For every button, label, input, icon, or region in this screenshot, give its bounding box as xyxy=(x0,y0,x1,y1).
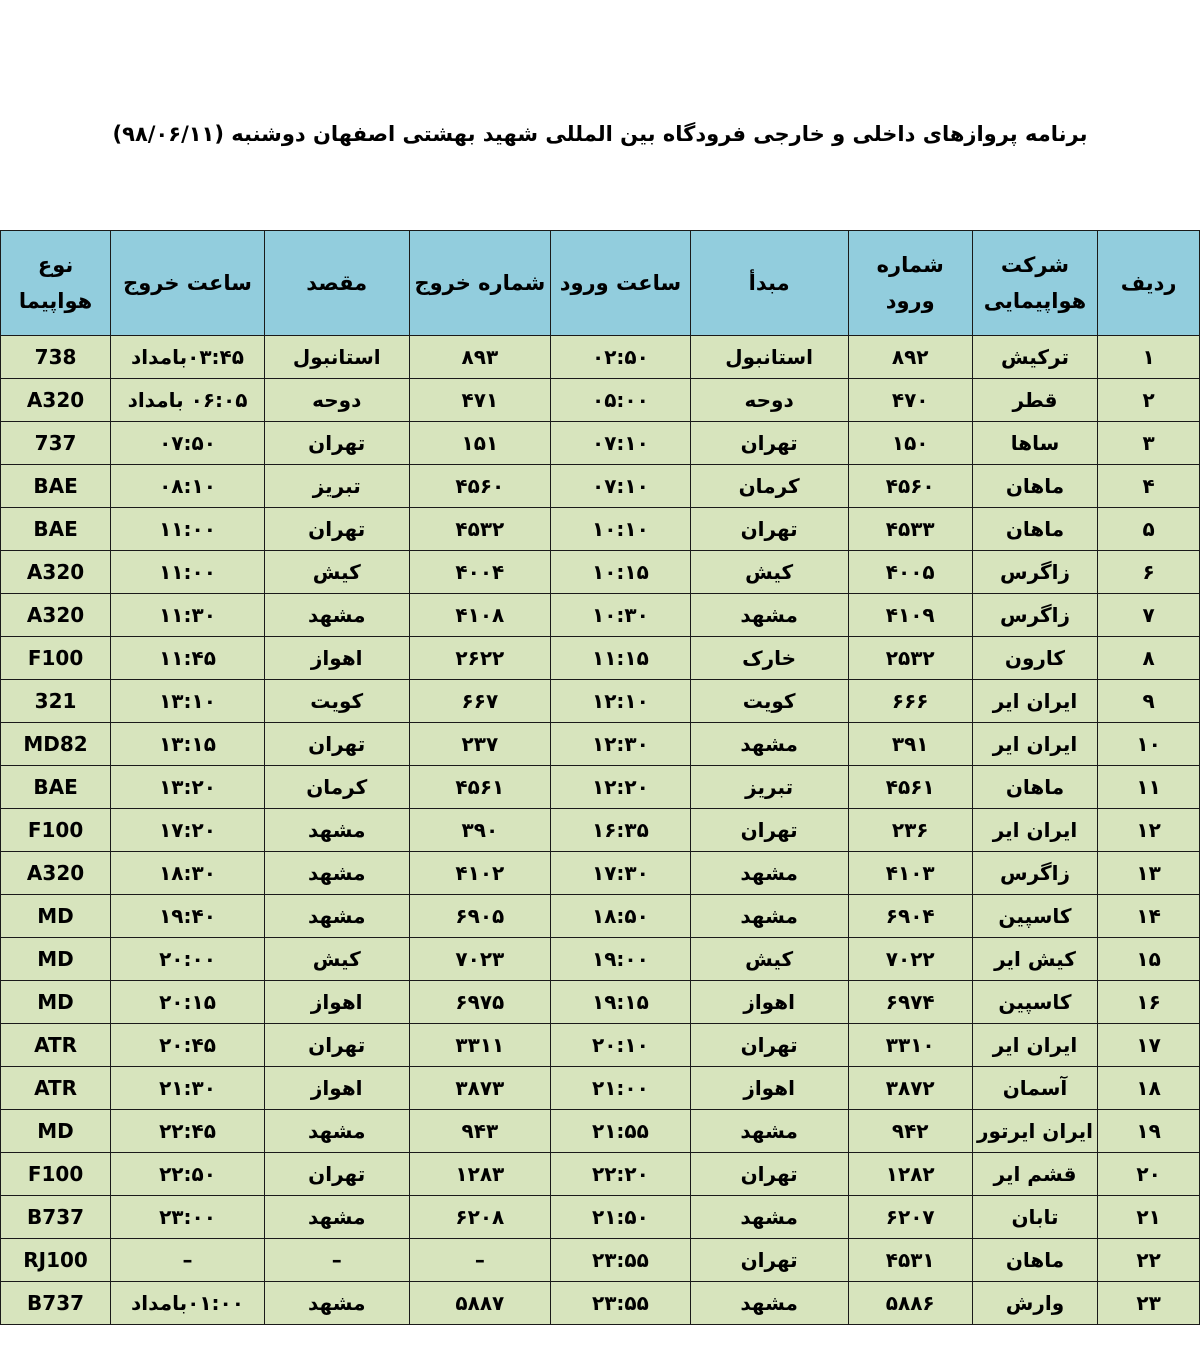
cell-row-number: ۶ xyxy=(1098,551,1200,594)
cell-airline: کیش ایر xyxy=(972,938,1097,981)
cell-row-number: ۱۴ xyxy=(1098,895,1200,938)
cell-arrival-number: ۶۹۰۴ xyxy=(848,895,972,938)
cell-arrival-time: ۲۰:۱۰ xyxy=(551,1024,691,1067)
cell-arrival-time: ۱۹:۰۰ xyxy=(551,938,691,981)
cell-origin: مشهد xyxy=(690,594,848,637)
cell-departure-time: ۱۱:۴۵ xyxy=(111,637,265,680)
flight-schedule-table xyxy=(0,230,1200,1325)
table-row xyxy=(1,336,1200,379)
cell-destination: اهواز xyxy=(264,1067,409,1110)
cell-departure-number: – xyxy=(409,1239,551,1282)
cell-departure-number: ۳۹۰ xyxy=(409,809,551,852)
cell-origin: کویت xyxy=(690,680,848,723)
cell-row-number: ۵ xyxy=(1098,508,1200,551)
cell-airline: قشم ایر xyxy=(972,1153,1097,1196)
table-row xyxy=(1,379,1200,422)
cell-arrival-time: ۱۹:۱۵ xyxy=(551,981,691,1024)
table-row xyxy=(1,938,1200,981)
cell-row-number: ۲۳ xyxy=(1098,1282,1200,1325)
cell-arrival-time: ۱۰:۱۰ xyxy=(551,508,691,551)
cell-arrival-time: ۲۱:۰۰ xyxy=(551,1067,691,1110)
cell-arrival-number: ۲۵۳۲ xyxy=(848,637,972,680)
table-row xyxy=(1,1024,1200,1067)
cell-airline: ماهان xyxy=(972,766,1097,809)
cell-departure-number: ۱۲۸۳ xyxy=(409,1153,551,1196)
cell-row-number: ۸ xyxy=(1098,637,1200,680)
cell-origin: مشهد xyxy=(690,723,848,766)
cell-arrival-number: ۸۹۲ xyxy=(848,336,972,379)
cell-airline: کارون xyxy=(972,637,1097,680)
cell-departure-time: ۱۷:۲۰ xyxy=(111,809,265,852)
cell-arrival-time: ۱۲:۳۰ xyxy=(551,723,691,766)
cell-arrival-number: ۷۰۲۲ xyxy=(848,938,972,981)
table-body xyxy=(1,336,1200,1325)
table-row xyxy=(1,723,1200,766)
cell-row-number: ۱۷ xyxy=(1098,1024,1200,1067)
table-row xyxy=(1,895,1200,938)
cell-airline: ساها xyxy=(972,422,1097,465)
cell-arrival-time: ۰۲:۵۰ xyxy=(551,336,691,379)
cell-arrival-time: ۱۰:۳۰ xyxy=(551,594,691,637)
table-row xyxy=(1,680,1200,723)
cell-row-number: ۹ xyxy=(1098,680,1200,723)
page-title: برنامه پروازهای داخلی و خارجی فرودگاه بین المللی شهید بهشتی اصفهان دوشنبه (۹۸/۰۶/۱۱) xyxy=(112,122,1088,146)
table-row xyxy=(1,809,1200,852)
cell-departure-number: ۴۱۰۸ xyxy=(409,594,551,637)
cell-departure-time: – xyxy=(111,1239,265,1282)
cell-arrival-time: ۰۵:۰۰ xyxy=(551,379,691,422)
cell-destination: تهران xyxy=(264,1024,409,1067)
cell-destination: استانبول xyxy=(264,336,409,379)
cell-origin: تهران xyxy=(690,809,848,852)
cell-airline: ماهان xyxy=(972,465,1097,508)
table-row xyxy=(1,594,1200,637)
cell-row-number: ۲۲ xyxy=(1098,1239,1200,1282)
cell-arrival-number: ۶۲۰۷ xyxy=(848,1196,972,1239)
cell-aircraft-type: 738 xyxy=(1,336,111,379)
cell-row-number: ۲۱ xyxy=(1098,1196,1200,1239)
cell-row-number: ۱۱ xyxy=(1098,766,1200,809)
cell-origin: مشهد xyxy=(690,895,848,938)
cell-arrival-time: ۱۲:۱۰ xyxy=(551,680,691,723)
cell-row-number: ۱۳ xyxy=(1098,852,1200,895)
cell-aircraft-type: A320 xyxy=(1,551,111,594)
cell-airline: ایران ایر xyxy=(972,1024,1097,1067)
cell-airline: ایران ایر xyxy=(972,680,1097,723)
table-row xyxy=(1,637,1200,680)
cell-arrival-number: ۱۲۸۲ xyxy=(848,1153,972,1196)
cell-aircraft-type: ATR xyxy=(1,1067,111,1110)
cell-aircraft-type: F100 xyxy=(1,809,111,852)
cell-destination: دوحه xyxy=(264,379,409,422)
cell-airline: زاگرس xyxy=(972,594,1097,637)
cell-aircraft-type: A320 xyxy=(1,594,111,637)
cell-airline: آسمان xyxy=(972,1067,1097,1110)
cell-departure-number: ۶۹۷۵ xyxy=(409,981,551,1024)
cell-row-number: ۱۸ xyxy=(1098,1067,1200,1110)
cell-aircraft-type: BAE xyxy=(1,766,111,809)
header-arrival-number: شماره ورود xyxy=(848,231,972,336)
cell-aircraft-type: B737 xyxy=(1,1196,111,1239)
cell-departure-time: ۰۶:۰۵ بامداد xyxy=(111,379,265,422)
cell-airline: تابان xyxy=(972,1196,1097,1239)
cell-departure-number: ۴۵۶۱ xyxy=(409,766,551,809)
cell-departure-number: ۲۳۷ xyxy=(409,723,551,766)
cell-arrival-number: ۴۰۰۵ xyxy=(848,551,972,594)
cell-airline: ایران ایر xyxy=(972,723,1097,766)
table-row xyxy=(1,1067,1200,1110)
cell-arrival-number: ۲۳۶ xyxy=(848,809,972,852)
cell-origin: کرمان xyxy=(690,465,848,508)
cell-origin: دوحه xyxy=(690,379,848,422)
cell-origin: اهواز xyxy=(690,981,848,1024)
cell-destination: کیش xyxy=(264,551,409,594)
cell-arrival-time: ۲۱:۵۵ xyxy=(551,1110,691,1153)
cell-departure-time: ۰۸:۱۰ xyxy=(111,465,265,508)
cell-departure-time: ۰۳:۴۵بامداد xyxy=(111,336,265,379)
cell-departure-number: ۳۸۷۳ xyxy=(409,1067,551,1110)
cell-destination: مشهد xyxy=(264,594,409,637)
cell-origin: تهران xyxy=(690,422,848,465)
cell-departure-time: ۲۲:۴۵ xyxy=(111,1110,265,1153)
cell-airline: ایران ایر xyxy=(972,809,1097,852)
cell-departure-number: ۹۴۳ xyxy=(409,1110,551,1153)
table-row xyxy=(1,1282,1200,1325)
cell-origin: کیش xyxy=(690,551,848,594)
cell-departure-number: ۶۲۰۸ xyxy=(409,1196,551,1239)
cell-origin: مشهد xyxy=(690,1282,848,1325)
cell-origin: تهران xyxy=(690,508,848,551)
header-origin: مبدأ xyxy=(690,231,848,336)
cell-destination: مشهد xyxy=(264,809,409,852)
header-destination: مقصد xyxy=(264,231,409,336)
cell-row-number: ۳ xyxy=(1098,422,1200,465)
cell-arrival-number: ۴۷۰ xyxy=(848,379,972,422)
cell-airline: قطر xyxy=(972,379,1097,422)
cell-arrival-time: ۱۱:۱۵ xyxy=(551,637,691,680)
cell-aircraft-type: F100 xyxy=(1,1153,111,1196)
cell-departure-number: ۶۹۰۵ xyxy=(409,895,551,938)
cell-airline: زاگرس xyxy=(972,852,1097,895)
table-row xyxy=(1,508,1200,551)
cell-arrival-number: ۶۹۷۴ xyxy=(848,981,972,1024)
cell-arrival-time: ۲۳:۵۵ xyxy=(551,1282,691,1325)
cell-departure-time: ۱۱:۳۰ xyxy=(111,594,265,637)
cell-arrival-time: ۲۳:۵۵ xyxy=(551,1239,691,1282)
cell-arrival-number: ۳۹۱ xyxy=(848,723,972,766)
cell-arrival-number: ۹۴۲ xyxy=(848,1110,972,1153)
cell-origin: تهران xyxy=(690,1239,848,1282)
table-row xyxy=(1,1110,1200,1153)
cell-airline: زاگرس xyxy=(972,551,1097,594)
cell-row-number: ۱۵ xyxy=(1098,938,1200,981)
cell-arrival-time: ۲۲:۲۰ xyxy=(551,1153,691,1196)
table-row xyxy=(1,1153,1200,1196)
cell-destination: مشهد xyxy=(264,1196,409,1239)
cell-destination: تهران xyxy=(264,1153,409,1196)
cell-airline: ماهان xyxy=(972,1239,1097,1282)
cell-departure-number: ۳۳۱۱ xyxy=(409,1024,551,1067)
header-departure-time: ساعت خروج xyxy=(111,231,265,336)
cell-origin: کیش xyxy=(690,938,848,981)
cell-destination: کویت xyxy=(264,680,409,723)
cell-destination: اهواز xyxy=(264,637,409,680)
cell-row-number: ۱۹ xyxy=(1098,1110,1200,1153)
table-row xyxy=(1,766,1200,809)
table-header-row xyxy=(1,231,1200,336)
cell-arrival-time: ۱۷:۳۰ xyxy=(551,852,691,895)
cell-row-number: ۱ xyxy=(1098,336,1200,379)
cell-departure-time: ۲۰:۰۰ xyxy=(111,938,265,981)
cell-arrival-number: ۴۱۰۹ xyxy=(848,594,972,637)
cell-destination: تهران xyxy=(264,422,409,465)
cell-departure-time: ۱۹:۴۰ xyxy=(111,895,265,938)
cell-departure-time: ۱۸:۳۰ xyxy=(111,852,265,895)
cell-origin: مشهد xyxy=(690,1110,848,1153)
cell-destination: مشهد xyxy=(264,895,409,938)
cell-arrival-number: ۴۵۳۱ xyxy=(848,1239,972,1282)
cell-arrival-number: ۴۵۳۳ xyxy=(848,508,972,551)
table-row xyxy=(1,1239,1200,1282)
table-row xyxy=(1,422,1200,465)
cell-origin: مشهد xyxy=(690,852,848,895)
cell-origin: تهران xyxy=(690,1153,848,1196)
cell-aircraft-type: MD xyxy=(1,1110,111,1153)
cell-row-number: ۲ xyxy=(1098,379,1200,422)
cell-destination: تبریز xyxy=(264,465,409,508)
cell-airline: ایران ایرتور xyxy=(972,1110,1097,1153)
cell-row-number: ۱۶ xyxy=(1098,981,1200,1024)
cell-row-number: ۷ xyxy=(1098,594,1200,637)
cell-arrival-number: ۳۸۷۲ xyxy=(848,1067,972,1110)
cell-departure-time: ۱۳:۱۵ xyxy=(111,723,265,766)
header-arrival-time: ساعت ورود xyxy=(551,231,691,336)
cell-departure-number: ۲۶۲۲ xyxy=(409,637,551,680)
cell-row-number: ۱۲ xyxy=(1098,809,1200,852)
cell-aircraft-type: 321 xyxy=(1,680,111,723)
header-aircraft-type: نوع هواپیما xyxy=(1,231,111,336)
cell-departure-time: ۲۱:۳۰ xyxy=(111,1067,265,1110)
cell-departure-number: ۸۹۳ xyxy=(409,336,551,379)
header-departure-number: شماره خروج xyxy=(409,231,551,336)
cell-aircraft-type: ATR xyxy=(1,1024,111,1067)
cell-aircraft-type: A320 xyxy=(1,852,111,895)
cell-origin: مشهد xyxy=(690,1196,848,1239)
cell-airline: ترکیش xyxy=(972,336,1097,379)
cell-airline: وارش xyxy=(972,1282,1097,1325)
cell-departure-number: ۴۵۳۲ xyxy=(409,508,551,551)
cell-origin: اهواز xyxy=(690,1067,848,1110)
cell-airline: کاسپین xyxy=(972,895,1097,938)
cell-arrival-number: ۴۵۶۱ xyxy=(848,766,972,809)
table-row xyxy=(1,981,1200,1024)
cell-airline: ماهان xyxy=(972,508,1097,551)
cell-departure-time: ۲۰:۱۵ xyxy=(111,981,265,1024)
cell-origin: تهران xyxy=(690,1024,848,1067)
cell-departure-number: ۱۵۱ xyxy=(409,422,551,465)
cell-aircraft-type: B737 xyxy=(1,1282,111,1325)
cell-destination: کیش xyxy=(264,938,409,981)
cell-arrival-number: ۶۶۶ xyxy=(848,680,972,723)
cell-departure-time: ۰۷:۵۰ xyxy=(111,422,265,465)
cell-arrival-time: ۰۷:۱۰ xyxy=(551,422,691,465)
cell-aircraft-type: 737 xyxy=(1,422,111,465)
cell-departure-time: ۲۰:۴۵ xyxy=(111,1024,265,1067)
cell-arrival-time: ۱۶:۳۵ xyxy=(551,809,691,852)
cell-departure-time: ۱۳:۱۰ xyxy=(111,680,265,723)
cell-destination: تهران xyxy=(264,723,409,766)
cell-departure-number: ۵۸۸۷ xyxy=(409,1282,551,1325)
cell-arrival-number: ۳۳۱۰ xyxy=(848,1024,972,1067)
cell-departure-number: ۴۱۰۲ xyxy=(409,852,551,895)
cell-arrival-number: ۴۱۰۳ xyxy=(848,852,972,895)
cell-origin: استانبول xyxy=(690,336,848,379)
cell-destination: مشهد xyxy=(264,1282,409,1325)
cell-departure-number: ۴۵۶۰ xyxy=(409,465,551,508)
header-airline: شرکت هواپیمایی xyxy=(972,231,1097,336)
cell-departure-number: ۴۷۱ xyxy=(409,379,551,422)
cell-arrival-time: ۲۱:۵۰ xyxy=(551,1196,691,1239)
cell-departure-number: ۴۰۰۴ xyxy=(409,551,551,594)
table-row xyxy=(1,465,1200,508)
cell-arrival-time: ۰۷:۱۰ xyxy=(551,465,691,508)
cell-aircraft-type: MD82 xyxy=(1,723,111,766)
cell-destination: مشهد xyxy=(264,1110,409,1153)
cell-aircraft-type: BAE xyxy=(1,465,111,508)
cell-row-number: ۲۰ xyxy=(1098,1153,1200,1196)
cell-departure-time: ۱۱:۰۰ xyxy=(111,508,265,551)
cell-arrival-time: ۱۸:۵۰ xyxy=(551,895,691,938)
cell-arrival-time: ۱۰:۱۵ xyxy=(551,551,691,594)
cell-aircraft-type: MD xyxy=(1,981,111,1024)
cell-origin: خارک xyxy=(690,637,848,680)
cell-arrival-number: ۵۸۸۶ xyxy=(848,1282,972,1325)
cell-aircraft-type: MD xyxy=(1,938,111,981)
cell-airline: کاسپین xyxy=(972,981,1097,1024)
table-row xyxy=(1,1196,1200,1239)
table-row xyxy=(1,852,1200,895)
cell-aircraft-type: MD xyxy=(1,895,111,938)
cell-departure-time: ۱۱:۰۰ xyxy=(111,551,265,594)
cell-destination: مشهد xyxy=(264,852,409,895)
cell-aircraft-type: F100 xyxy=(1,637,111,680)
cell-aircraft-type: A320 xyxy=(1,379,111,422)
cell-departure-number: ۶۶۷ xyxy=(409,680,551,723)
cell-departure-number: ۷۰۲۳ xyxy=(409,938,551,981)
cell-arrival-number: ۱۵۰ xyxy=(848,422,972,465)
header-row-number: ردیف xyxy=(1098,231,1200,336)
cell-destination: کرمان xyxy=(264,766,409,809)
cell-departure-time: ۲۳:۰۰ xyxy=(111,1196,265,1239)
cell-aircraft-type: RJ100 xyxy=(1,1239,111,1282)
cell-row-number: ۴ xyxy=(1098,465,1200,508)
cell-destination: – xyxy=(264,1239,409,1282)
cell-departure-time: ۱۳:۲۰ xyxy=(111,766,265,809)
cell-departure-time: ۰۱:۰۰بامداد xyxy=(111,1282,265,1325)
cell-destination: تهران xyxy=(264,508,409,551)
cell-destination: اهواز xyxy=(264,981,409,1024)
table-row xyxy=(1,551,1200,594)
cell-aircraft-type: BAE xyxy=(1,508,111,551)
cell-arrival-time: ۱۲:۲۰ xyxy=(551,766,691,809)
cell-row-number: ۱۰ xyxy=(1098,723,1200,766)
cell-origin: تبریز xyxy=(690,766,848,809)
cell-departure-time: ۲۲:۵۰ xyxy=(111,1153,265,1196)
cell-arrival-number: ۴۵۶۰ xyxy=(848,465,972,508)
